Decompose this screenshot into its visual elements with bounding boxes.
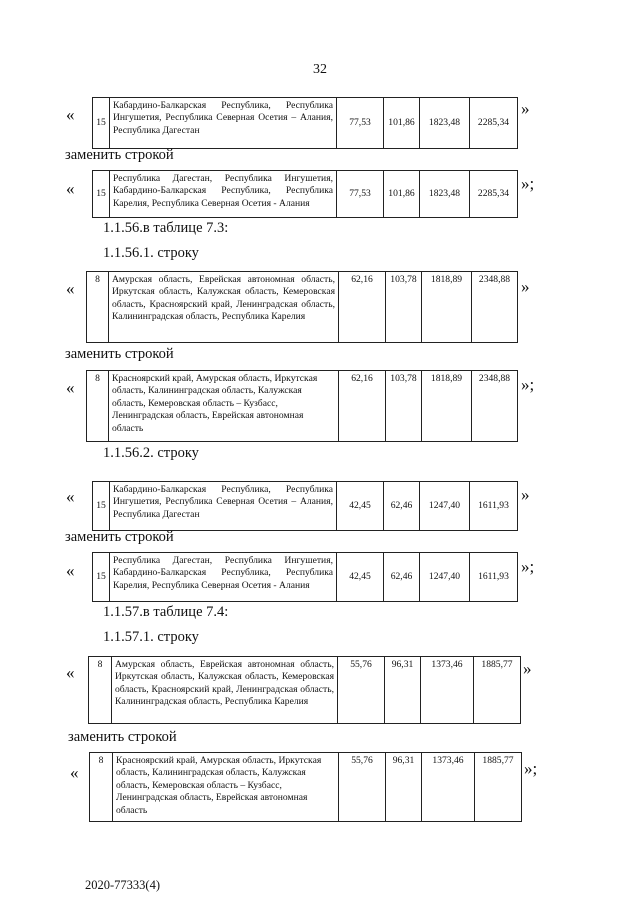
open-quote: « [66, 487, 75, 506]
regions-cell: Кабардино-Балкарская Республика, Республика Ингушетия, Республика Северная Осетия – Алания, Республика Дагестан [110, 482, 337, 531]
row-number: 8 [87, 371, 109, 442]
value-cell-4: 2348,88 [472, 272, 518, 343]
close-quote: » [521, 277, 530, 296]
page-number: 32 [313, 62, 327, 77]
subsection-heading: 1.1.57.1. строку [103, 629, 199, 645]
value-cell-3: 1247,40 [420, 482, 470, 531]
open-quote: « [70, 763, 79, 782]
value-cell-2: 101,86 [384, 98, 420, 149]
row-number: 8 [87, 272, 109, 343]
value-cell-2: 103,78 [386, 371, 422, 442]
open-quote: « [66, 378, 75, 397]
value-cell-2: 62,46 [384, 482, 420, 531]
value-cell-3: 1823,48 [420, 171, 470, 218]
regions-cell: Красноярский край, Амурская область, Иркутская область, Калининградская область, Калужская область, Кемеровская область – Кузбасс, Ленинградская область, Еврейская автономная область [109, 371, 339, 442]
row-number: 15 [93, 553, 110, 602]
close-quote-semicolon: »; [521, 557, 535, 576]
value-cell-1: 62,16 [339, 371, 386, 442]
open-quote: « [66, 105, 75, 124]
row-number: 8 [89, 657, 112, 724]
value-cell-4: 1611,93 [470, 553, 518, 602]
value-cell-3: 1818,89 [422, 371, 472, 442]
value-cell-1: 77,53 [337, 171, 384, 218]
value-cell-4: 2285,34 [470, 171, 518, 218]
value-cell-4: 2348,88 [472, 371, 518, 442]
amendment-table-row [92, 552, 518, 602]
close-quote: » [523, 659, 532, 678]
subsection-heading: 1.1.56.1. строку [103, 245, 199, 261]
amendment-table-row [86, 271, 518, 343]
close-quote-semicolon: »; [524, 759, 538, 778]
value-cell-4: 1611,93 [470, 482, 518, 531]
replace-label: заменить строкой [65, 346, 174, 362]
value-cell-4: 2285,34 [470, 98, 518, 149]
close-quote: » [521, 99, 530, 118]
regions-cell: Республика Дагестан, Республика Ингушетия, Кабардино-Балкарская Республика, Республика Карелия, Республика Северная Осетия - Алания [110, 553, 337, 602]
amendment-table-row [89, 752, 522, 822]
replace-label: заменить строкой [65, 529, 174, 545]
value-cell-1: 62,16 [339, 272, 386, 343]
value-cell-3: 1247,40 [420, 553, 470, 602]
close-quote: » [521, 485, 530, 504]
value-cell-4: 1885,77 [474, 657, 521, 724]
row-number: 15 [93, 98, 110, 149]
value-cell-3: 1823,48 [420, 98, 470, 149]
regions-cell: Амурская область, Еврейская автономная область, Иркутская область, Калужская область, Кемеровская область, Красноярский край, Ленинградская область, Калининградская область, Республика Карелия [112, 657, 338, 724]
row-number: 15 [93, 171, 110, 218]
value-cell-1: 42,45 [337, 482, 384, 531]
value-cell-2: 96,31 [386, 753, 422, 822]
section-heading: 1.1.57.в таблице 7.4: [103, 604, 229, 620]
section-heading: 1.1.56.в таблице 7.3: [103, 220, 229, 236]
amendment-table-row [88, 656, 521, 724]
row-number: 15 [93, 482, 110, 531]
value-cell-2: 101,86 [384, 171, 420, 218]
replace-label: заменить строкой [65, 147, 174, 163]
regions-cell: Кабардино-Балкарская Республика, Республика Ингушетия, Республика Северная Осетия – Алания, Республика Дагестан [110, 98, 337, 149]
amendment-table-row [92, 481, 518, 531]
value-cell-1: 55,76 [338, 657, 385, 724]
value-cell-3: 1373,46 [421, 657, 474, 724]
value-cell-3: 1373,46 [422, 753, 475, 822]
close-quote-semicolon: »; [521, 375, 535, 394]
value-cell-1: 55,76 [339, 753, 386, 822]
document-number: 2020-77333(4) [85, 878, 160, 892]
regions-cell: Республика Дагестан, Республика Ингушетия, Кабардино-Балкарская Республика, Республика Карелия, Республика Северная Осетия - Алания [110, 171, 337, 218]
value-cell-4: 1885,77 [475, 753, 522, 822]
amendment-table-row [86, 370, 518, 442]
replace-label: заменить строкой [68, 729, 177, 745]
value-cell-1: 42,45 [337, 553, 384, 602]
row-number: 8 [90, 753, 113, 822]
close-quote-semicolon: »; [521, 174, 535, 193]
value-cell-3: 1818,89 [422, 272, 472, 343]
open-quote: « [66, 561, 75, 580]
open-quote: « [66, 663, 75, 682]
amendment-table-row [92, 170, 518, 218]
amendment-table-row [92, 97, 518, 149]
subsection-heading: 1.1.56.2. строку [103, 445, 199, 461]
open-quote: « [66, 279, 75, 298]
value-cell-1: 77,53 [337, 98, 384, 149]
regions-cell: Красноярский край, Амурская область, Иркутская область, Калининградская область, Калужская область, Кемеровская область – Кузбасс, Ленинградская область, Еврейская автономная область [113, 753, 339, 822]
value-cell-2: 103,78 [386, 272, 422, 343]
regions-cell: Амурская область, Еврейская автономная область, Иркутская область, Калужская область, Кемеровская область, Красноярский край, Ленинградская область, Калининградская область, Республика Карелия [109, 272, 339, 343]
value-cell-2: 62,46 [384, 553, 420, 602]
value-cell-2: 96,31 [385, 657, 421, 724]
open-quote: « [66, 179, 75, 198]
